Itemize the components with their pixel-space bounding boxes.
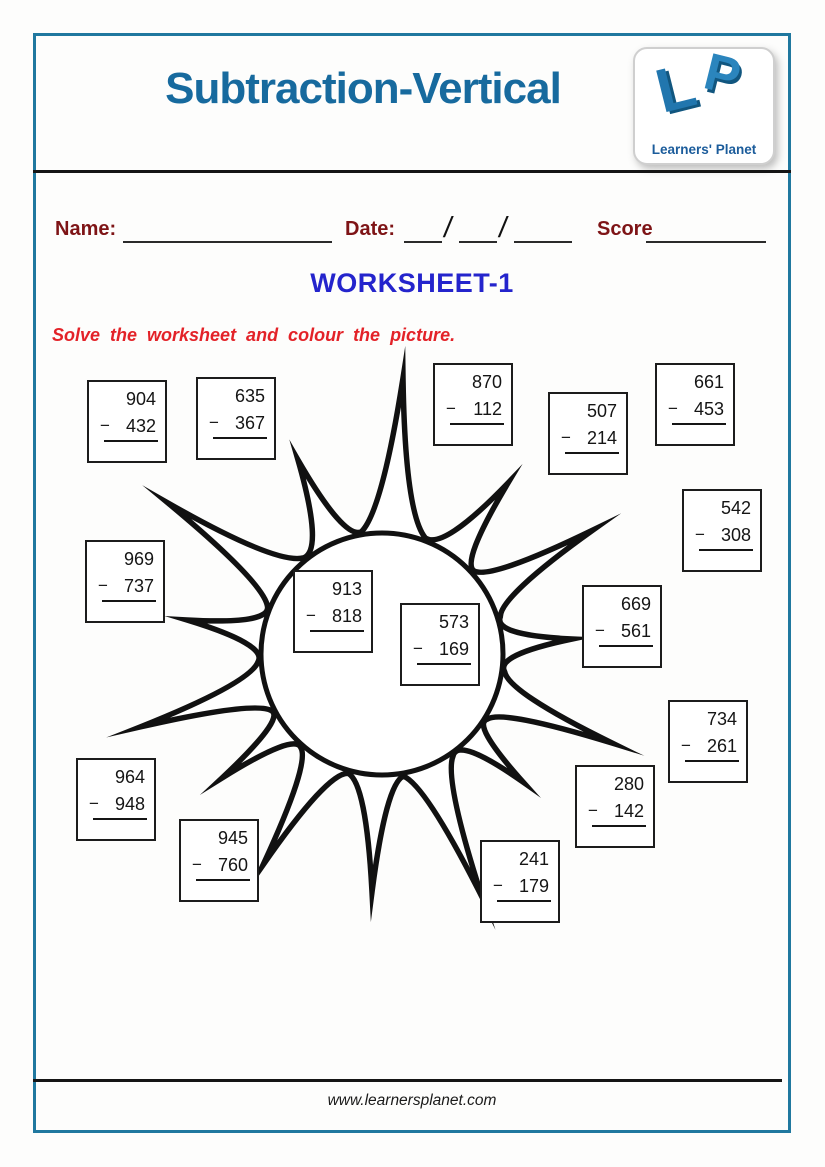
minus-sign: −: [588, 801, 598, 820]
subtrahend: 432: [125, 416, 156, 436]
minuend: 669: [620, 594, 651, 614]
subtrahend: 261: [706, 736, 737, 756]
logo-brand-text: Learners' Planet: [651, 142, 757, 157]
minuend: 661: [693, 372, 724, 392]
instruction-text: Solve the worksheet and colour the picture.: [52, 325, 456, 345]
minus-sign: −: [209, 413, 219, 432]
answer-line: [213, 437, 267, 439]
subtrahend: 142: [613, 801, 644, 821]
answer-line: [450, 423, 504, 425]
name-label: Name:: [55, 218, 117, 240]
minuend: 542: [720, 498, 751, 518]
minus-sign: −: [668, 399, 678, 418]
minuend: 964: [114, 767, 145, 787]
minus-sign: −: [561, 428, 571, 447]
subtraction-problem-box: [433, 363, 513, 446]
minuend: 969: [123, 549, 154, 569]
answer-line: [102, 600, 156, 602]
minus-sign: −: [89, 794, 99, 813]
answer-line: [592, 825, 646, 827]
answer-line: [497, 900, 551, 902]
subtraction-problem-box: [87, 380, 167, 463]
subtrahend: 561: [620, 621, 651, 641]
minuend: 241: [518, 849, 549, 869]
subtraction-problem-box: [400, 603, 480, 686]
subtraction-problem-box: [682, 489, 762, 572]
footer-divider: [33, 1079, 782, 1082]
subtrahend: 818: [331, 606, 362, 626]
subtrahend: 112: [473, 399, 502, 419]
answer-line: [417, 663, 471, 665]
subtrahend: 169: [438, 639, 469, 659]
minuend: 904: [125, 389, 156, 409]
subtrahend: 367: [234, 413, 265, 433]
answer-line: [565, 452, 619, 454]
answer-line: [699, 549, 753, 551]
subtraction-problem-box: [582, 585, 662, 668]
subtrahend: 179: [518, 876, 549, 896]
subtraction-problem-box: [85, 540, 165, 623]
answer-line: [672, 423, 726, 425]
minus-sign: −: [98, 576, 108, 595]
minus-sign: −: [695, 525, 705, 544]
subtraction-problem-box: [293, 570, 373, 653]
minus-sign: −: [681, 736, 691, 755]
logo-letter-p: P: [698, 42, 747, 108]
answer-line: [196, 879, 250, 881]
subtraction-problem-box: [548, 392, 628, 475]
answer-line: [104, 440, 158, 442]
footer-url: www.learnersplanet.com: [327, 1092, 497, 1109]
worksheet-heading: WORKSHEET-1: [310, 268, 514, 298]
subtraction-problem-box: [76, 758, 156, 841]
minus-sign: −: [446, 399, 456, 418]
answer-line: [685, 760, 739, 762]
minus-sign: −: [493, 876, 503, 895]
date-label: Date:: [345, 218, 396, 240]
subtrahend: 737: [123, 576, 154, 596]
date-slash-2: /: [496, 212, 510, 244]
subtraction-problem-box: [196, 377, 276, 460]
answer-line: [93, 818, 147, 820]
logo-letter-l: L: [649, 50, 703, 127]
minuend: 280: [613, 774, 644, 794]
subtrahend: 948: [114, 794, 145, 814]
subtraction-problem-box: [668, 700, 748, 783]
subtraction-problem-box: [575, 765, 655, 848]
subtrahend: 214: [586, 428, 617, 448]
minuend: 913: [331, 579, 362, 599]
minus-sign: −: [100, 416, 110, 435]
minus-sign: −: [192, 855, 202, 874]
minuend: 870: [471, 372, 502, 392]
subtrahend: 760: [217, 855, 248, 875]
minuend: 507: [586, 401, 617, 421]
subtrahend: 308: [720, 525, 751, 545]
subtraction-problem-box: [655, 363, 735, 446]
minus-sign: −: [306, 606, 316, 625]
minuend: 635: [234, 386, 265, 406]
minus-sign: −: [595, 621, 605, 640]
score-label: Score: [597, 218, 653, 240]
minuend: 734: [706, 709, 737, 729]
minus-sign: −: [413, 639, 423, 658]
subtraction-problem-box: [179, 819, 259, 902]
minuend: 945: [217, 828, 248, 848]
page-title: Subtraction-Vertical: [165, 64, 561, 113]
date-slash-1: /: [441, 212, 455, 244]
answer-line: [310, 630, 364, 632]
subtraction-problem-box: [480, 840, 560, 923]
subtrahend: 453: [693, 399, 724, 419]
minuend: 573: [438, 612, 469, 632]
answer-line: [599, 645, 653, 647]
